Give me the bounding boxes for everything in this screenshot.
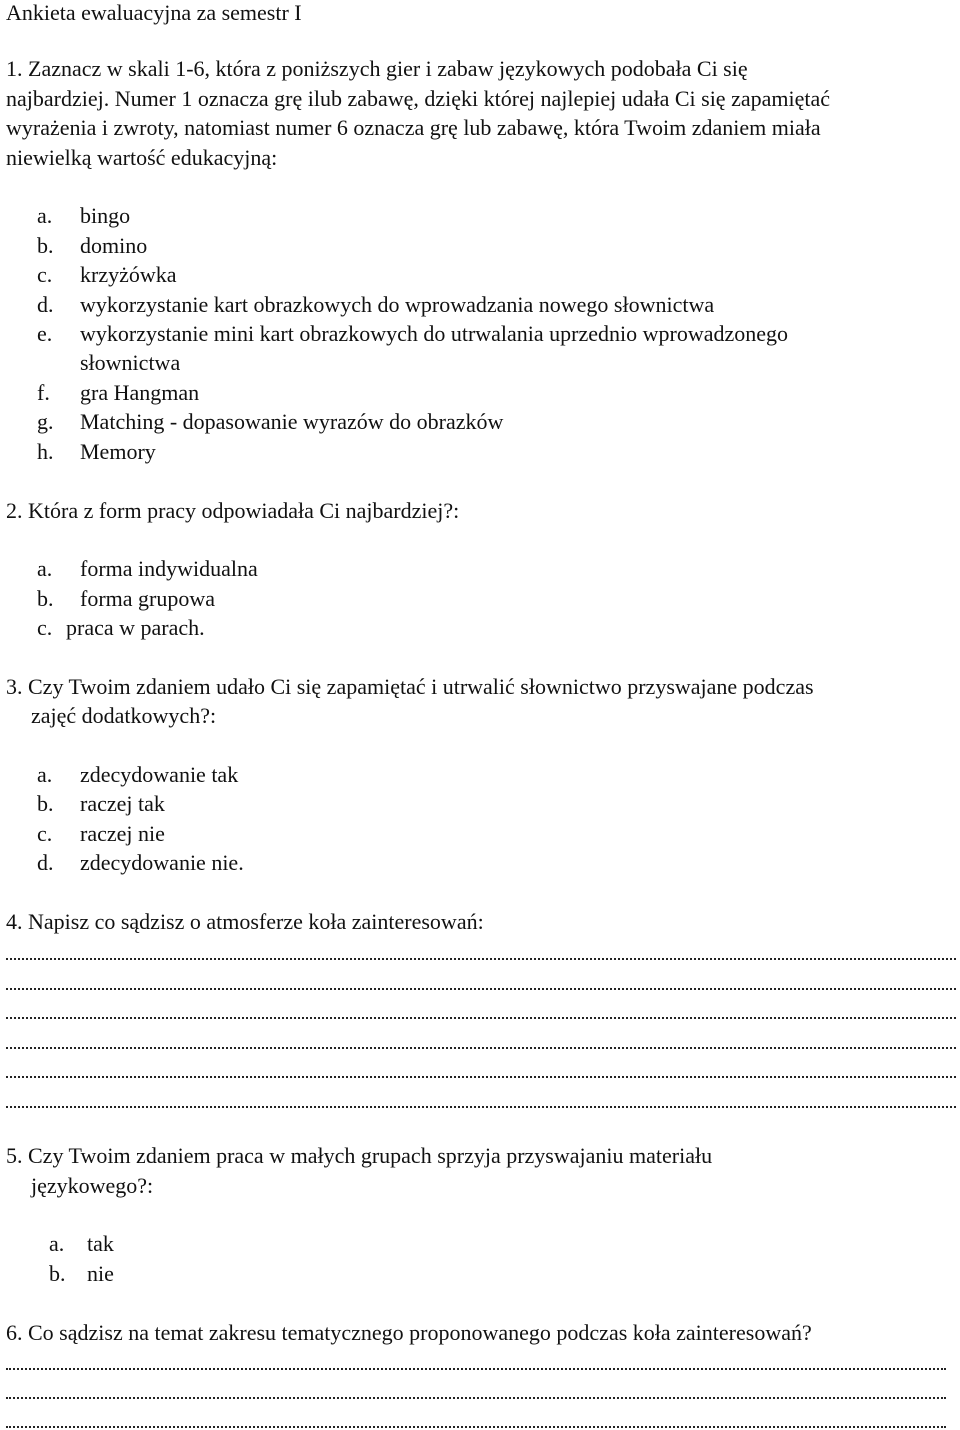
q5-option-label: b. (49, 1261, 66, 1286)
q6-answer-line[interactable] (6, 1368, 946, 1370)
q3-option-text: raczej tak (80, 791, 165, 816)
q3-option-text: raczej nie (80, 821, 165, 846)
q6-answer-line[interactable] (6, 1397, 946, 1399)
q5-option-text: tak (87, 1231, 114, 1256)
q1-option-label: c. (37, 262, 53, 287)
q3-text-line-2: zajęć dodatkowych?: (31, 703, 217, 728)
q2-option-text: praca w parach. (66, 615, 205, 640)
q2-option-label: a. (37, 556, 53, 581)
q5-option-label: a. (49, 1231, 65, 1256)
q1-option-label: e. (37, 321, 53, 346)
q4-answer-line[interactable] (6, 1047, 956, 1049)
q4-answer-line[interactable] (6, 988, 956, 990)
q1-option-text: domino (80, 233, 148, 258)
q3-option-text: zdecydowanie nie. (80, 850, 244, 875)
q4-answer-line[interactable] (6, 958, 956, 960)
q1-option-label: h. (37, 439, 54, 464)
q1-text-line-2: najbardziej. Numer 1 oznacza grę ilub zabawę, dzięki której najlepiej udała Ci się zapamiętać (6, 86, 831, 111)
q3-option-label: d. (37, 850, 54, 875)
q4-text: 4. Napisz co sądzisz o atmosferze koła zainteresowań: (6, 909, 484, 934)
q1-option-text: wykorzystanie mini kart obrazkowych do utrwalania uprzednio wprowadzonego (80, 321, 789, 346)
q1-option-label: a. (37, 203, 53, 228)
q1-option-text: gra Hangman (80, 380, 200, 405)
q2-option-text: forma indywidualna (80, 556, 258, 581)
q5-text-line-2: językowego?: (31, 1173, 154, 1198)
q3-option-text: zdecydowanie tak (80, 762, 239, 787)
q3-option-label: a. (37, 762, 53, 787)
q1-text-line-3: wyrażenia i zwroty, natomiast numer 6 oznacza grę lub zabawę, która Twoim zdaniem miała (6, 115, 821, 140)
q3-option-label: b. (37, 791, 54, 816)
q1-text-line-4: niewielką wartość edukacyjną: (6, 145, 278, 170)
q1-option-label: d. (37, 292, 54, 317)
q1-option-text: Memory (80, 439, 156, 464)
q4-answer-line[interactable] (6, 1106, 956, 1108)
q1-option-text: bingo (80, 203, 131, 228)
q4-answer-line[interactable] (6, 1017, 956, 1019)
q1-option-text-continuation: słownictwa (80, 350, 181, 375)
q2-option-text: forma grupowa (80, 586, 216, 611)
q1-option-label: g. (37, 409, 54, 434)
q3-option-label: c. (37, 821, 53, 846)
q2-text: 2. Która z form pracy odpowiadała Ci najbardziej?: (6, 498, 460, 523)
q5-text-line-1: 5. Czy Twoim zdaniem praca w małych grupach sprzyja przyswajaniu materiału (6, 1143, 713, 1168)
q5-option-text: nie (87, 1261, 114, 1286)
page-title: Ankieta ewaluacyjna za semestr I (6, 0, 302, 25)
q1-option-text: Matching - dopasowanie wyrazów do obrazków (80, 409, 504, 434)
q1-text-line-1: 1. Zaznacz w skali 1-6, która z poniższych gier i zabaw językowych podobała Ci się (6, 56, 748, 81)
q1-option-label: f. (37, 380, 50, 405)
q1-option-text: krzyżówka (80, 262, 177, 287)
q6-answer-line[interactable] (6, 1426, 946, 1428)
q4-answer-line[interactable] (6, 1076, 956, 1078)
q2-option-label: c. (37, 615, 53, 640)
q3-text-line-1: 3. Czy Twoim zdaniem udało Ci się zapamiętać i utrwalić słownictwo przyswajane podczas (6, 674, 814, 699)
q2-option-label: b. (37, 586, 54, 611)
q1-option-text: wykorzystanie kart obrazkowych do wprowadzania nowego słownictwa (80, 292, 715, 317)
q6-text: 6. Co sądzisz na temat zakresu tematycznego proponowanego podczas koła zainteresowań? (6, 1320, 812, 1345)
q1-option-label: b. (37, 233, 54, 258)
